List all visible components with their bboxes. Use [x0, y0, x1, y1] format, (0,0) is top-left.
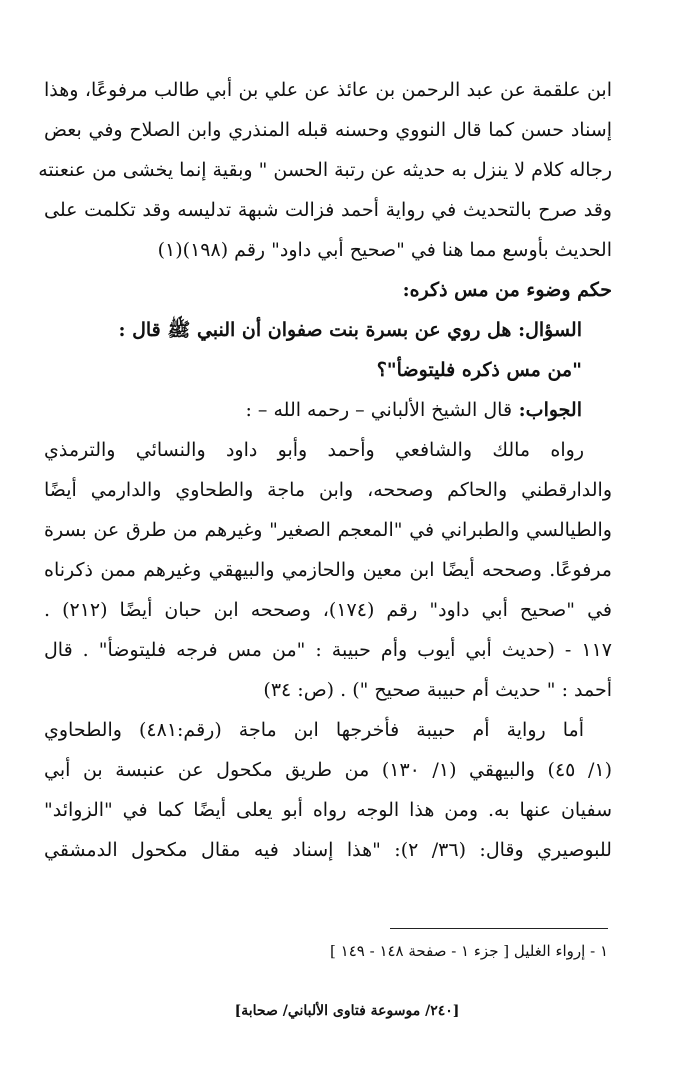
text-line: الحديث بأوسع مما هنا في "صحيح أبي داود" رقم (١٩٨)(١): [157, 239, 612, 261]
page-footer: [٢٤٠/ موسوعة فتاوى الألباني/ صحابة]: [234, 1003, 460, 1019]
question-label: السؤال:: [518, 319, 582, 341]
text-line: وقد صرح بالتحديث في رواية أحمد فزالت شبهة تدليسه وقد تكلمت على: [44, 199, 612, 221]
text-line: رجاله كلام لا ينزل به حديثه عن رتبة الحسن " وبقية إنما يخشى من عنعنته: [38, 159, 612, 181]
text-line: إسناد حسن كما قال النووي وحسنه قبله المنذري وابن الصلاح وفي بعض: [44, 119, 612, 141]
question-line-1: [44, 310, 582, 350]
text-line: والطيالسي والطبراني في "المعجم الصغير" وغيرهم من طرق عن بسرة: [44, 519, 612, 541]
text-line: (١/ ٤٥) والبيهقي (١/ ١٣٠) من طريق مكحول عن عنبسة بن أبي: [44, 759, 612, 781]
question-line-2: "من مس ذكره فليتوضأ"؟: [376, 359, 582, 381]
text-line: للبوصيري وقال: (٣٦/ ٢): "هذا إسناد فيه مقال مكحول الدمشقي: [44, 839, 612, 861]
paragraph-3: [44, 710, 612, 870]
section-title: حكم وضوء من مس ذكره:: [402, 279, 612, 301]
text-line: والدارقطني والحاكم وصححه، وابن ماجة والطحاوي والدارمي أيضًا: [44, 479, 612, 501]
paragraph-1: [38, 70, 612, 270]
text-line: في "صحيح أبي داود" رقم (١٧٤)، وصححه ابن حبان أيضًا (٢١٢) .: [44, 599, 612, 621]
question-text: هل روي عن بسرة بنت صفوان أن النبي ﷺ قال :: [118, 319, 512, 341]
paragraph-2: [44, 430, 612, 710]
text-line: سفيان عنها به. ومن هذا الوجه رواه أبو يعلى أيضًا كما في "الزوائد": [44, 799, 612, 821]
footnote-divider: [390, 928, 608, 929]
text-line: ابن علقمة عن عبد الرحمن بن عائذ عن علي بن أبي طالب مرفوعًا، وهذا: [44, 79, 612, 101]
text-line: أما رواية أم حبيبة فأخرجها ابن ماجة (رقم:٤٨١) والطحاوي: [44, 719, 584, 741]
answer-text: قال الشيخ الألباني – رحمه الله – :: [245, 399, 513, 421]
hadith-entry-line: ١١٧ - (حديث أبي أيوب وأم حبيبة : "من مس فرجه فليتوضأ" . قال: [44, 639, 612, 661]
page-body: [38, 70, 612, 870]
answer-label: الجواب:: [518, 399, 582, 421]
text-line: أحمد : " حديث أم حبيبة صحيح ") . (ص: ٣٤): [263, 679, 612, 701]
text-line: رواه مالك والشافعي وأحمد وأبو داود والنسائي والترمذي: [44, 439, 584, 461]
answer-line: [44, 390, 582, 430]
question-block: [44, 310, 612, 430]
footnote: ١ - إرواء الغليل [ جزء ١ - صفحة ١٤٨ - ١٤٩ ]: [330, 942, 608, 960]
text-line: مرفوعًا. وصححه أيضًا ابن معين والحازمي والبيهقي وغيرهم ممن ذكرناه: [44, 559, 612, 581]
